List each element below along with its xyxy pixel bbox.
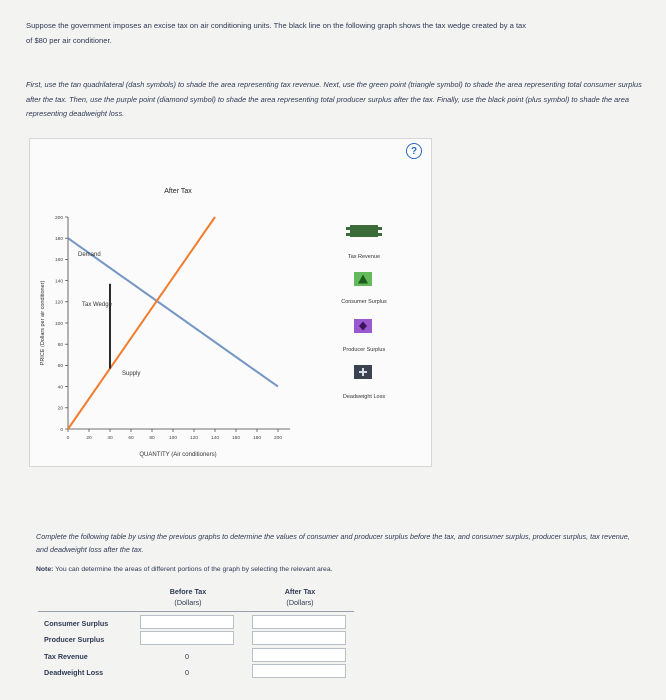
graph-svg xyxy=(30,139,431,466)
after-tax-unit: (Dollars) xyxy=(286,598,314,607)
consumer-surplus-label: Consumer Surplus xyxy=(341,299,387,305)
after-tax-title: After Tax xyxy=(284,587,316,596)
instructions-text: First, use the tan quadrilateral (dash symbols) to shade the area representing tax revenue. Next, use the green point (triangle symbol) to shade the area representing total consumer surplus after the tax. Then, use the purple point (diamond symbol) to shade the area representing total producer surplus after the tax. Finally, use the black point (plus symbol) to shade the area representing deadweight loss. xyxy=(26,80,642,118)
tax-wedge-label: Tax Wedge xyxy=(82,302,112,308)
tax-revenue-label: Tax Revenue xyxy=(347,254,381,260)
x-tick-label: 40 xyxy=(107,436,113,441)
y-tick-label: 40 xyxy=(57,385,63,391)
demand-curve[interactable] xyxy=(68,238,278,386)
y-tick-label: 160 xyxy=(54,258,63,264)
before-tax-title: Before Tax xyxy=(169,587,207,596)
graph-panel xyxy=(29,138,432,467)
tax-revenue-before-value: 0 xyxy=(185,652,189,661)
question-mark-icon: ? xyxy=(410,145,418,157)
x-tick-label: 140 xyxy=(210,436,220,441)
y-tick-label: 20 xyxy=(57,406,63,412)
before-tax-header xyxy=(138,586,238,608)
deadweight-loss-before-value: 0 xyxy=(185,668,189,677)
intro-line-2: of $80 per air conditioner. xyxy=(26,36,112,45)
row-label-tax-revenue: Tax Revenue xyxy=(44,652,88,661)
tax-revenue-after-input[interactable] xyxy=(252,648,346,662)
y-axis-label: PRICE (Dollars per air conditioner) xyxy=(40,280,46,366)
y-tick-label: 120 xyxy=(54,300,63,306)
deadweight-loss-label: Deadweight Loss xyxy=(342,394,386,400)
y-tick-label: 60 xyxy=(57,364,63,370)
graph-title: After Tax xyxy=(164,188,192,195)
x-tick-label: 100 xyxy=(168,436,178,441)
tax-revenue-marker[interactable] xyxy=(346,225,382,237)
producer-surplus-before-input[interactable] xyxy=(140,631,234,645)
table-divider xyxy=(38,611,354,612)
deadweight-loss-after-input[interactable] xyxy=(252,664,346,678)
x-tick-label: 200 xyxy=(273,436,283,441)
help-button[interactable] xyxy=(406,143,422,159)
consumer-surplus-marker[interactable] xyxy=(354,272,372,286)
x-tick-label: 0 xyxy=(66,436,70,441)
x-tick-label: 160 xyxy=(231,436,241,441)
x-tick-label: 20 xyxy=(86,436,92,441)
x-tick-label: 180 xyxy=(252,436,262,441)
producer-surplus-label: Producer Surplus xyxy=(342,347,386,353)
x-tick-label: 120 xyxy=(189,436,199,441)
supply-curve[interactable] xyxy=(68,217,215,429)
question-intro xyxy=(26,18,646,48)
note-text xyxy=(36,566,636,573)
consumer-surplus-before-input[interactable] xyxy=(140,615,234,629)
y-tick-label: 80 xyxy=(57,343,63,348)
consumer-surplus-after-input[interactable] xyxy=(252,615,346,629)
y-tick-label: 100 xyxy=(54,321,63,327)
x-axis-label: QUANTITY (Air conditioners) xyxy=(139,452,217,458)
intro-line-1: Suppose the government imposes an excise tax on air conditioning units. The black line on the following graph shows the tax wedge created by a tax xyxy=(26,21,527,30)
note-label: Note: xyxy=(36,566,54,573)
x-tick-label: 60 xyxy=(128,436,134,441)
y-tick-label: 0 xyxy=(60,427,63,433)
row-label-consumer-surplus: Consumer Surplus xyxy=(44,619,109,628)
supply-label: Supply xyxy=(122,371,141,377)
before-tax-unit: (Dollars) xyxy=(174,598,202,607)
producer-surplus-marker[interactable] xyxy=(354,319,372,333)
y-tick-label: 140 xyxy=(54,279,63,285)
y-tick-label: 180 xyxy=(54,237,63,242)
row-label-producer-surplus: Producer Surplus xyxy=(44,635,105,644)
demand-label: Demand xyxy=(78,252,101,258)
y-tick-label: 200 xyxy=(54,215,63,221)
producer-surplus-after-input[interactable] xyxy=(252,631,346,645)
deadweight-loss-marker[interactable] xyxy=(354,365,372,379)
table-instructions: Complete the following table by using the previous graphs to determine the values of consumer and producer surplus before the tax, and consumer surplus, producer surplus, tax revenue, and deadweight loss after the tax. xyxy=(36,532,630,554)
x-tick-label: 80 xyxy=(149,436,155,441)
row-label-deadweight-loss: Deadweight Loss xyxy=(44,668,104,677)
note-body: You can determine the areas of different portions of the graph by selecting the relevant area. xyxy=(55,566,333,573)
after-tax-header xyxy=(250,586,350,608)
